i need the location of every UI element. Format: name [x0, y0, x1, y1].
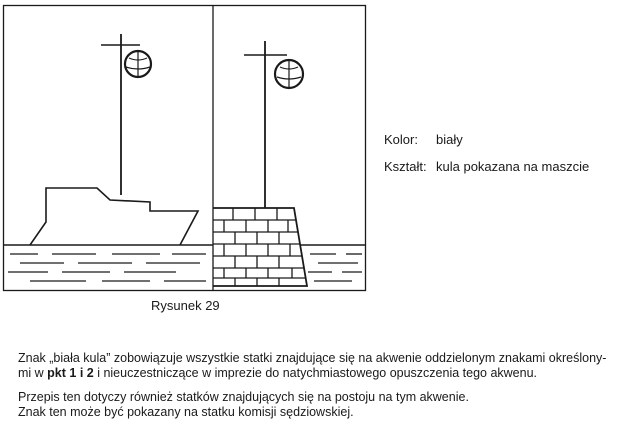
water-right: [300, 245, 365, 281]
paragraph-1-line-1: Znak „biała kula” zobowiązuje wszystkie statki znajdujące się na akwenie oddzielonym znakami określony-: [18, 351, 607, 365]
legend-color-row: [384, 126, 589, 153]
figure-frame: [4, 6, 366, 291]
paragraph-1-line-2: [18, 366, 630, 381]
legend-shape-label: Kształt:: [384, 159, 427, 174]
body-text: [18, 351, 630, 420]
pier-mast-drawing: [244, 41, 303, 208]
figure-caption: Rysunek 29: [151, 298, 220, 313]
paragraph-1-line-2-end: i nieuczestniczące w imprezie do natychmiastowego opuszczenia tego akwenu.: [93, 366, 538, 380]
legend-shape-row: [384, 153, 589, 180]
legend-color-label: Kolor:: [384, 132, 418, 147]
point-reference: pkt 1 i 2: [47, 366, 94, 380]
sign-legend: [384, 126, 589, 180]
paragraph-gap: [18, 381, 630, 390]
paragraph-2-line-2: Znak ten może być pokazany na statku komisji sędziowskiej.: [18, 405, 354, 419]
illustration: [0, 0, 370, 292]
boat-drawing: [30, 34, 198, 245]
brick-pier: [213, 208, 307, 286]
water-left: [4, 245, 213, 281]
paragraph-2-line-1: Przepis ten dotyczy również statków znajdujących się na postoju na tym akwenie.: [18, 390, 469, 404]
legend-shape-value: kula pokazana na maszcie: [436, 159, 590, 174]
legend-color-value: biały: [436, 132, 463, 147]
paragraph-1-line-2-start: mi w: [18, 366, 48, 380]
